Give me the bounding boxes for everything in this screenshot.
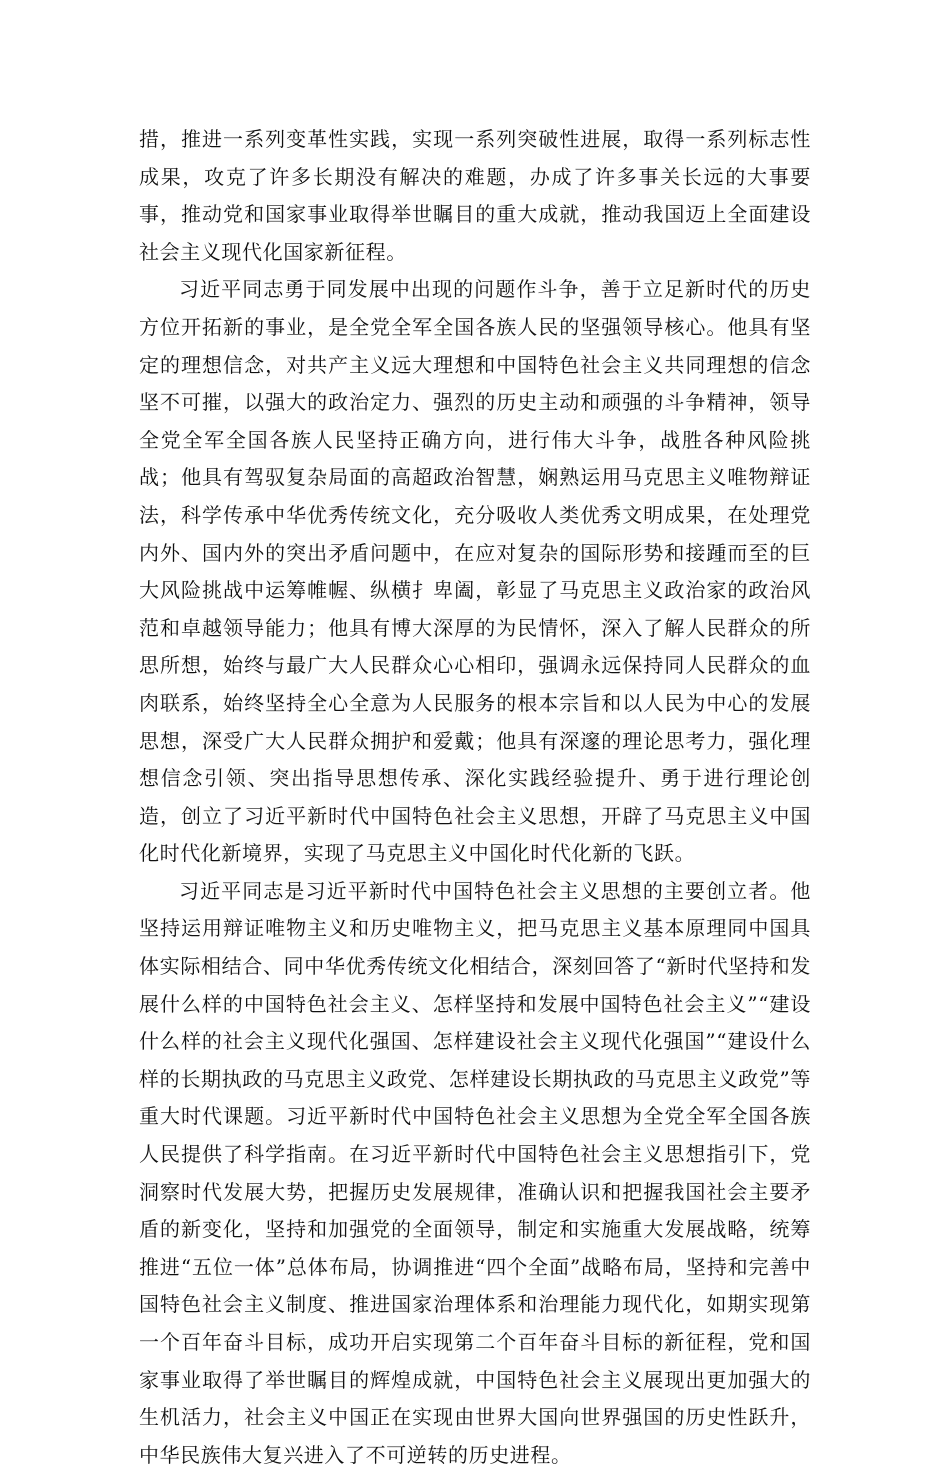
document-body — [139, 121, 811, 1474]
paragraph-leadership-core: 习近平同志勇于同发展中出现的问题作斗争，善于立足新时代的历史方位开拓新的事业，是全党全军全国各族人民的坚强领导核心。他具有坚定的理想信念，对共产主义远大理想和中国特色社会主义共同理想的信念坚不可摧，以强大的政治定力、强烈的历史主动和顽强的斗争精神，领导全党全军全国各族人民坚持正确方向，进行伟大斗争，战胜各种风险挑战；他具有驾驭复杂局面的高超政治智慧，娴熟运用马克思主义唯物辩证法，科学传承中华优秀传统文化，充分吸收人类优秀文明成果，在处理党内外、国内外的突出矛盾问题中，在应对复杂的国际形势和接踵而至的巨大风险挑战中运筹帷幄、纵横扌卑阖，彰显了马克思主义政治家的政治风范和卓越领导能力；他具有博大深厚的为民情怀，深入了解人民群众的所思所想，始终与最广大人民群众心心相印，强调永远保持同人民群众的血肉联系，始终坚持全心全意为人民服务的根本宗旨和以人民为中心的发展思想，深受广大人民群众拥护和爱戴；他具有深邃的理论思考力，强化理想信念引领、突出指导思想传承、深化实践经验提升、勇于进行理论创造，创立了习近平新时代中国特色社会主义思想，开辟了马克思主义中国化时代化新境界，实现了马克思主义中国化时代化新的飞跃。 — [139, 277, 811, 866]
paragraph-thought-founder: 习近平同志是习近平新时代中国特色社会主义思想的主要创立者。他坚持运用辩证唯物主义和历史唯物主义，把马克思主义基本原理同中国具体实际相结合、同中华优秀传统文化相结合，深刻回答了“新时代坚持和发展什么样的中国特色社会主义、怎样坚持和发展中国特色社会主义”“建设什么样的社会主义现代化强国、怎样建设社会主义现代化强国”“建设什么样的长期执政的马克思主义政党、怎样建设长期执政的马克思主义政党”等重大时代课题。习近平新时代中国特色社会主义思想为全党全军全国各族人民提供了科学指南。在习近平新时代中国特色社会主义思想指引下，党洞察时代发展大势，把握历史发展规律，准确认识和把握我国社会主要矛盾的新变化，坚持和加强党的全面领导，制定和实施重大发展战略，统筹推进“五位一体”总体布局，协调推进“四个全面”战略布局，坚持和完善中国特色社会主义制度、推进国家治理体系和治理能力现代化，如期实现第一个百年奋斗目标，成功开启实现第二个百年奋斗目标的新征程，党和国家事业取得了举世瞩目的辉煌成就，中国特色社会主义展现出更加强大的生机活力，社会主义中国正在实现由世界大国向世界强国的历史性跃升，中华民族伟大复兴进入了不可逆转的历史进程。 — [139, 878, 811, 1467]
paragraph-continuation: 措，推进一系列变革性实践，实现一系列突破性进展，取得一系列标志性成果，攻克了许多长期没有解决的难题，办成了许多事关长远的大事要事，推动党和国家事业取得举世瞩目的重大成就，推动我国迈上全面建设社会主义现代化国家新征程。 — [139, 127, 811, 264]
